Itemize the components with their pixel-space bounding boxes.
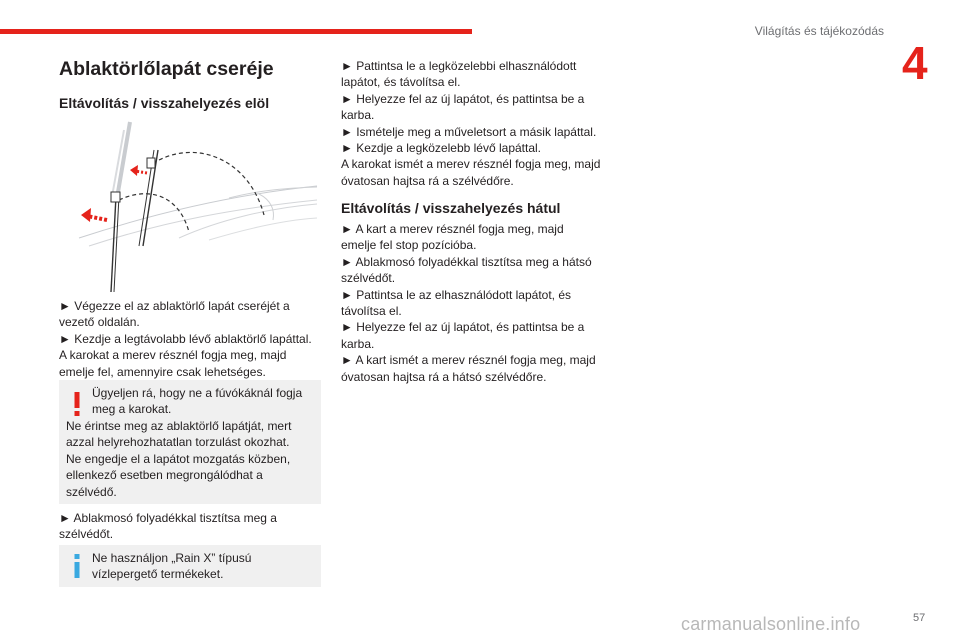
page-title: Ablaktörlőlapát cseréje (59, 58, 274, 80)
clean-windshield-text: ► Ablakmosó folyadékkal tisztítsa meg a szélvédőt. (59, 511, 277, 542)
header-accent-bar (0, 29, 472, 34)
front-steps-continued-text: ► Pattintsa le a legközelebbi elhasználódott lapátot, és távolítsa el. ► Helyezze fel az új lapátot, és pattintsa be a karba. ► Ismételje meg a műveletsort a másik lapáttal. ► Kezdje a legközelebb lévő lapáttal. A karokat ismét a merev résznél fogja meg, majd óvatosan hajtsa rá a szélvédőre. (341, 59, 601, 188)
exclamation-icon (73, 392, 81, 416)
chapter-number: 4 (902, 37, 928, 89)
wiper-illustration (59, 120, 321, 292)
rear-steps-text: ► A kart a merev résznél fogja meg, majd emelje fel stop pozícióba. ► Ablakmosó folyadékkal tisztítsa meg a hátsó szélvédőt. ► Pattintsa le az elhasználódott lapátot, és távolítsa el. ► Helyezze fel az új lapátot, és pattintsa be a karba. ► A kart ismét a merev résznél fogja meg, majd óvatosan hajtsa rá a hátsó szélvédőre. (341, 222, 596, 384)
section-heading-front: Eltávolítás / visszahelyezés elöl (59, 95, 270, 111)
watermark: carmanualsonline.info (681, 614, 861, 634)
info-text: Ne használjon „Rain X” típusú vízlepergető termékeket. (92, 551, 252, 582)
section-heading-rear: Eltávolítás / visszahelyezés hátul (341, 200, 561, 216)
info-icon (73, 554, 81, 578)
page-number: 57 (913, 612, 926, 624)
warning-box (59, 380, 321, 504)
info-box (59, 545, 321, 587)
warning-text-body: Ne érintse meg az ablaktörlő lapátját, mert azzal helyrehozhatatlan torzulást okozhat. Ne engedje el a lapátot mozgatás közben, ellenkező esetben megrongálódhat a szélvédő. (66, 419, 292, 499)
warning-text-intro: Ügyeljen rá, hogy ne a fúvókáknál fogja meg a karokat. (92, 386, 303, 417)
front-steps-text: ► Végezze el az ablaktörlő lapát cseréjét a vezető oldalán. ► Kezdje a legtávolabb lévő ablaktörlő lapáttal. A karokat a merev résznél fogja meg, majd emelje fel, amennyire csak lehetséges. (59, 299, 312, 379)
section-title: Világítás és tájékozódás (754, 24, 884, 38)
